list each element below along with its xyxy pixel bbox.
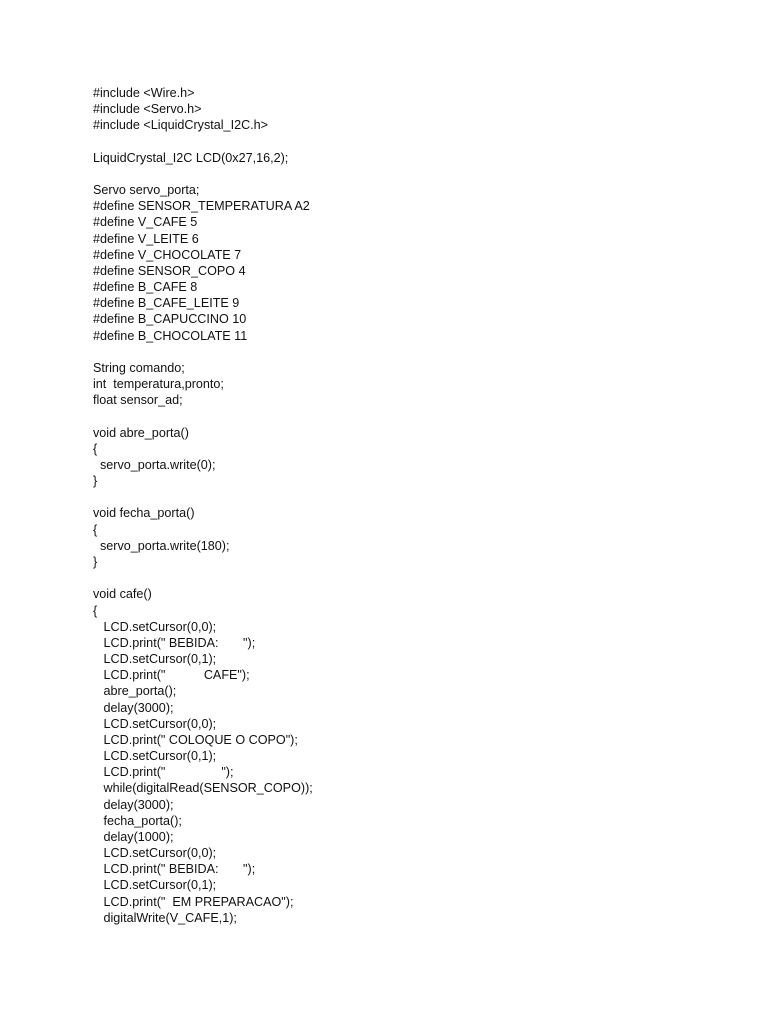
- code-line: LCD.print(" ");: [93, 765, 234, 780]
- code-line: LCD.setCursor(0,1);: [93, 878, 217, 893]
- code-line: void cafe(): [93, 587, 152, 602]
- code-line: #define SENSOR_COPO 4: [93, 263, 246, 278]
- code-line: #include <LiquidCrystal_I2C.h>: [93, 118, 269, 133]
- code-line: void abre_porta(): [93, 425, 189, 440]
- blank-line: [93, 134, 313, 150]
- code-line: {: [93, 441, 98, 456]
- code-line: LCD.print(" COLOQUE O COPO");: [93, 732, 298, 747]
- code-line: }: [93, 474, 98, 489]
- code-block: [93, 85, 313, 926]
- code-line: #define B_CAPUCCINO 10: [93, 312, 247, 327]
- code-line: LCD.setCursor(0,0);: [93, 846, 217, 861]
- code-line: #define B_CAFE_LEITE 9: [93, 296, 240, 311]
- code-line: LCD.setCursor(0,0);: [93, 619, 217, 634]
- code-line: LCD.setCursor(0,1);: [93, 652, 217, 667]
- code-line: String comando;: [93, 360, 185, 375]
- blank-line: [93, 344, 313, 360]
- code-line: LiquidCrystal_I2C LCD(0x27,16,2);: [93, 150, 289, 165]
- code-line: while(digitalRead(SENSOR_COPO));: [93, 781, 313, 796]
- code-line: #define SENSOR_TEMPERATURA A2: [93, 199, 310, 214]
- code-line: fecha_porta();: [93, 813, 182, 828]
- code-line: Servo servo_porta;: [93, 183, 200, 198]
- code-line: LCD.print(" EM PREPARACAO");: [93, 894, 294, 909]
- code-line: digitalWrite(V_CAFE,1);: [93, 910, 237, 925]
- blank-line: [93, 166, 313, 182]
- code-line: LCD.print(" BEBIDA: ");: [93, 862, 256, 877]
- code-line: servo_porta.write(180);: [93, 538, 230, 553]
- code-line: LCD.setCursor(0,1);: [93, 749, 217, 764]
- code-line: void fecha_porta(): [93, 506, 195, 521]
- code-line: LCD.print(" BEBIDA: ");: [93, 635, 256, 650]
- code-line: float sensor_ad;: [93, 393, 183, 408]
- code-line: {: [93, 603, 98, 618]
- code-line: #define B_CHOCOLATE 11: [93, 328, 248, 343]
- code-line: #define B_CAFE 8: [93, 280, 198, 295]
- blank-line: [93, 408, 313, 424]
- code-line: int temperatura,pronto;: [93, 377, 224, 392]
- code-line: LCD.print(" CAFE");: [93, 668, 250, 683]
- blank-line: [93, 570, 313, 586]
- code-line: delay(1000);: [93, 829, 174, 844]
- code-line: #define V_CAFE 5: [93, 215, 198, 230]
- code-line: }: [93, 554, 98, 569]
- code-line: servo_porta.write(0);: [93, 457, 216, 472]
- code-line: {: [93, 522, 98, 537]
- code-line: #define V_CHOCOLATE 7: [93, 247, 242, 262]
- blank-line: [93, 489, 313, 505]
- code-line: abre_porta();: [93, 684, 177, 699]
- code-line: #define V_LEITE 6: [93, 231, 199, 246]
- code-line: delay(3000);: [93, 700, 174, 715]
- code-line: delay(3000);: [93, 797, 174, 812]
- code-line: #include <Wire.h>: [93, 86, 195, 100]
- code-line: #include <Servo.h>: [93, 102, 202, 117]
- code-line: LCD.setCursor(0,0);: [93, 716, 217, 731]
